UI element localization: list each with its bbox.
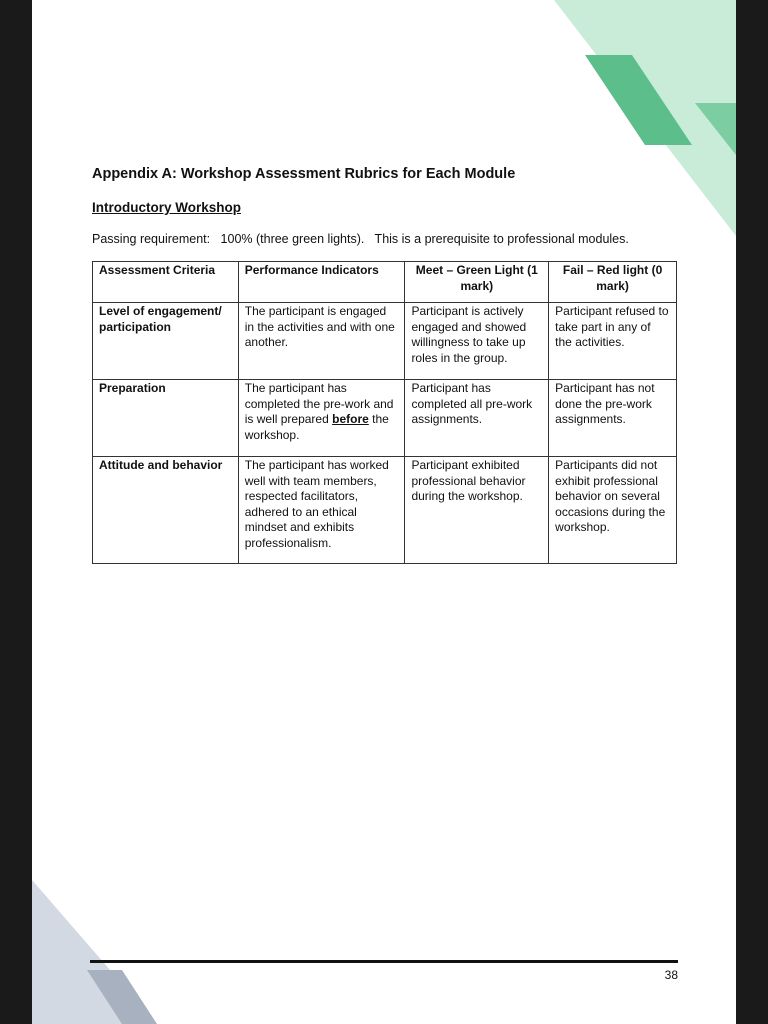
header-assessment-criteria: Assessment Criteria: [93, 262, 239, 303]
table-row: [93, 303, 677, 380]
meet-cell: Participant exhibited professional behavior during the workshop.: [405, 457, 549, 564]
meet-cell: Participant has completed all pre-work assignments.: [405, 380, 549, 457]
header-fail-red-light: Fail – Red light (0 mark): [549, 262, 677, 303]
table-header-row: [93, 262, 677, 303]
page-number: 38: [664, 968, 678, 982]
criteria-cell: Preparation: [93, 380, 239, 457]
header-performance-indicators: Performance Indicators: [238, 262, 405, 303]
indicator-cell: The participant has worked well with team members, respected facilitators, adhered to an ethical mindset and exhibits professionalism.: [238, 457, 405, 564]
meet-cell: Participant is actively engaged and showed willingness to take up roles in the group.: [405, 303, 549, 380]
right-frame: [736, 0, 768, 1024]
criteria-cell: Level of engagement/ participation: [93, 303, 239, 380]
fail-cell: Participants did not exhibit professional behavior on several occasions during the workshop.: [549, 457, 677, 564]
criteria-cell: Attitude and behavior: [93, 457, 239, 564]
header-meet-green-light: Meet – Green Light (1 mark): [405, 262, 549, 303]
indicator-emphasis: before: [332, 412, 369, 426]
left-frame: [0, 0, 32, 1024]
footer-divider: [90, 960, 678, 963]
indicator-text-end: the workshop.: [244, 412, 389, 442]
indicator-cell: [238, 380, 405, 457]
passing-requirement: Passing requirement: 100% (three green lights). This is a prerequisite to professional modules.: [92, 232, 629, 246]
bottom-left-decoration: [32, 870, 212, 1024]
table-row: [93, 380, 677, 457]
fail-cell: Participant has not done the pre-work assignments.: [549, 380, 677, 457]
assessment-rubric-table: [92, 261, 677, 564]
indicator-text: The participant has completed the pre-work and is well prepared: [244, 381, 394, 426]
indicator-cell: The participant is engaged in the activities and with one another.: [238, 303, 405, 380]
top-right-decoration: [32, 0, 736, 260]
fail-cell: Participant refused to take part in any of the activities.: [549, 303, 677, 380]
document-page: [32, 0, 736, 1024]
page-title: Appendix A: Workshop Assessment Rubrics for Each Module: [92, 166, 516, 182]
section-subtitle: Introductory Workshop: [92, 200, 242, 215]
table-row: [93, 457, 677, 564]
